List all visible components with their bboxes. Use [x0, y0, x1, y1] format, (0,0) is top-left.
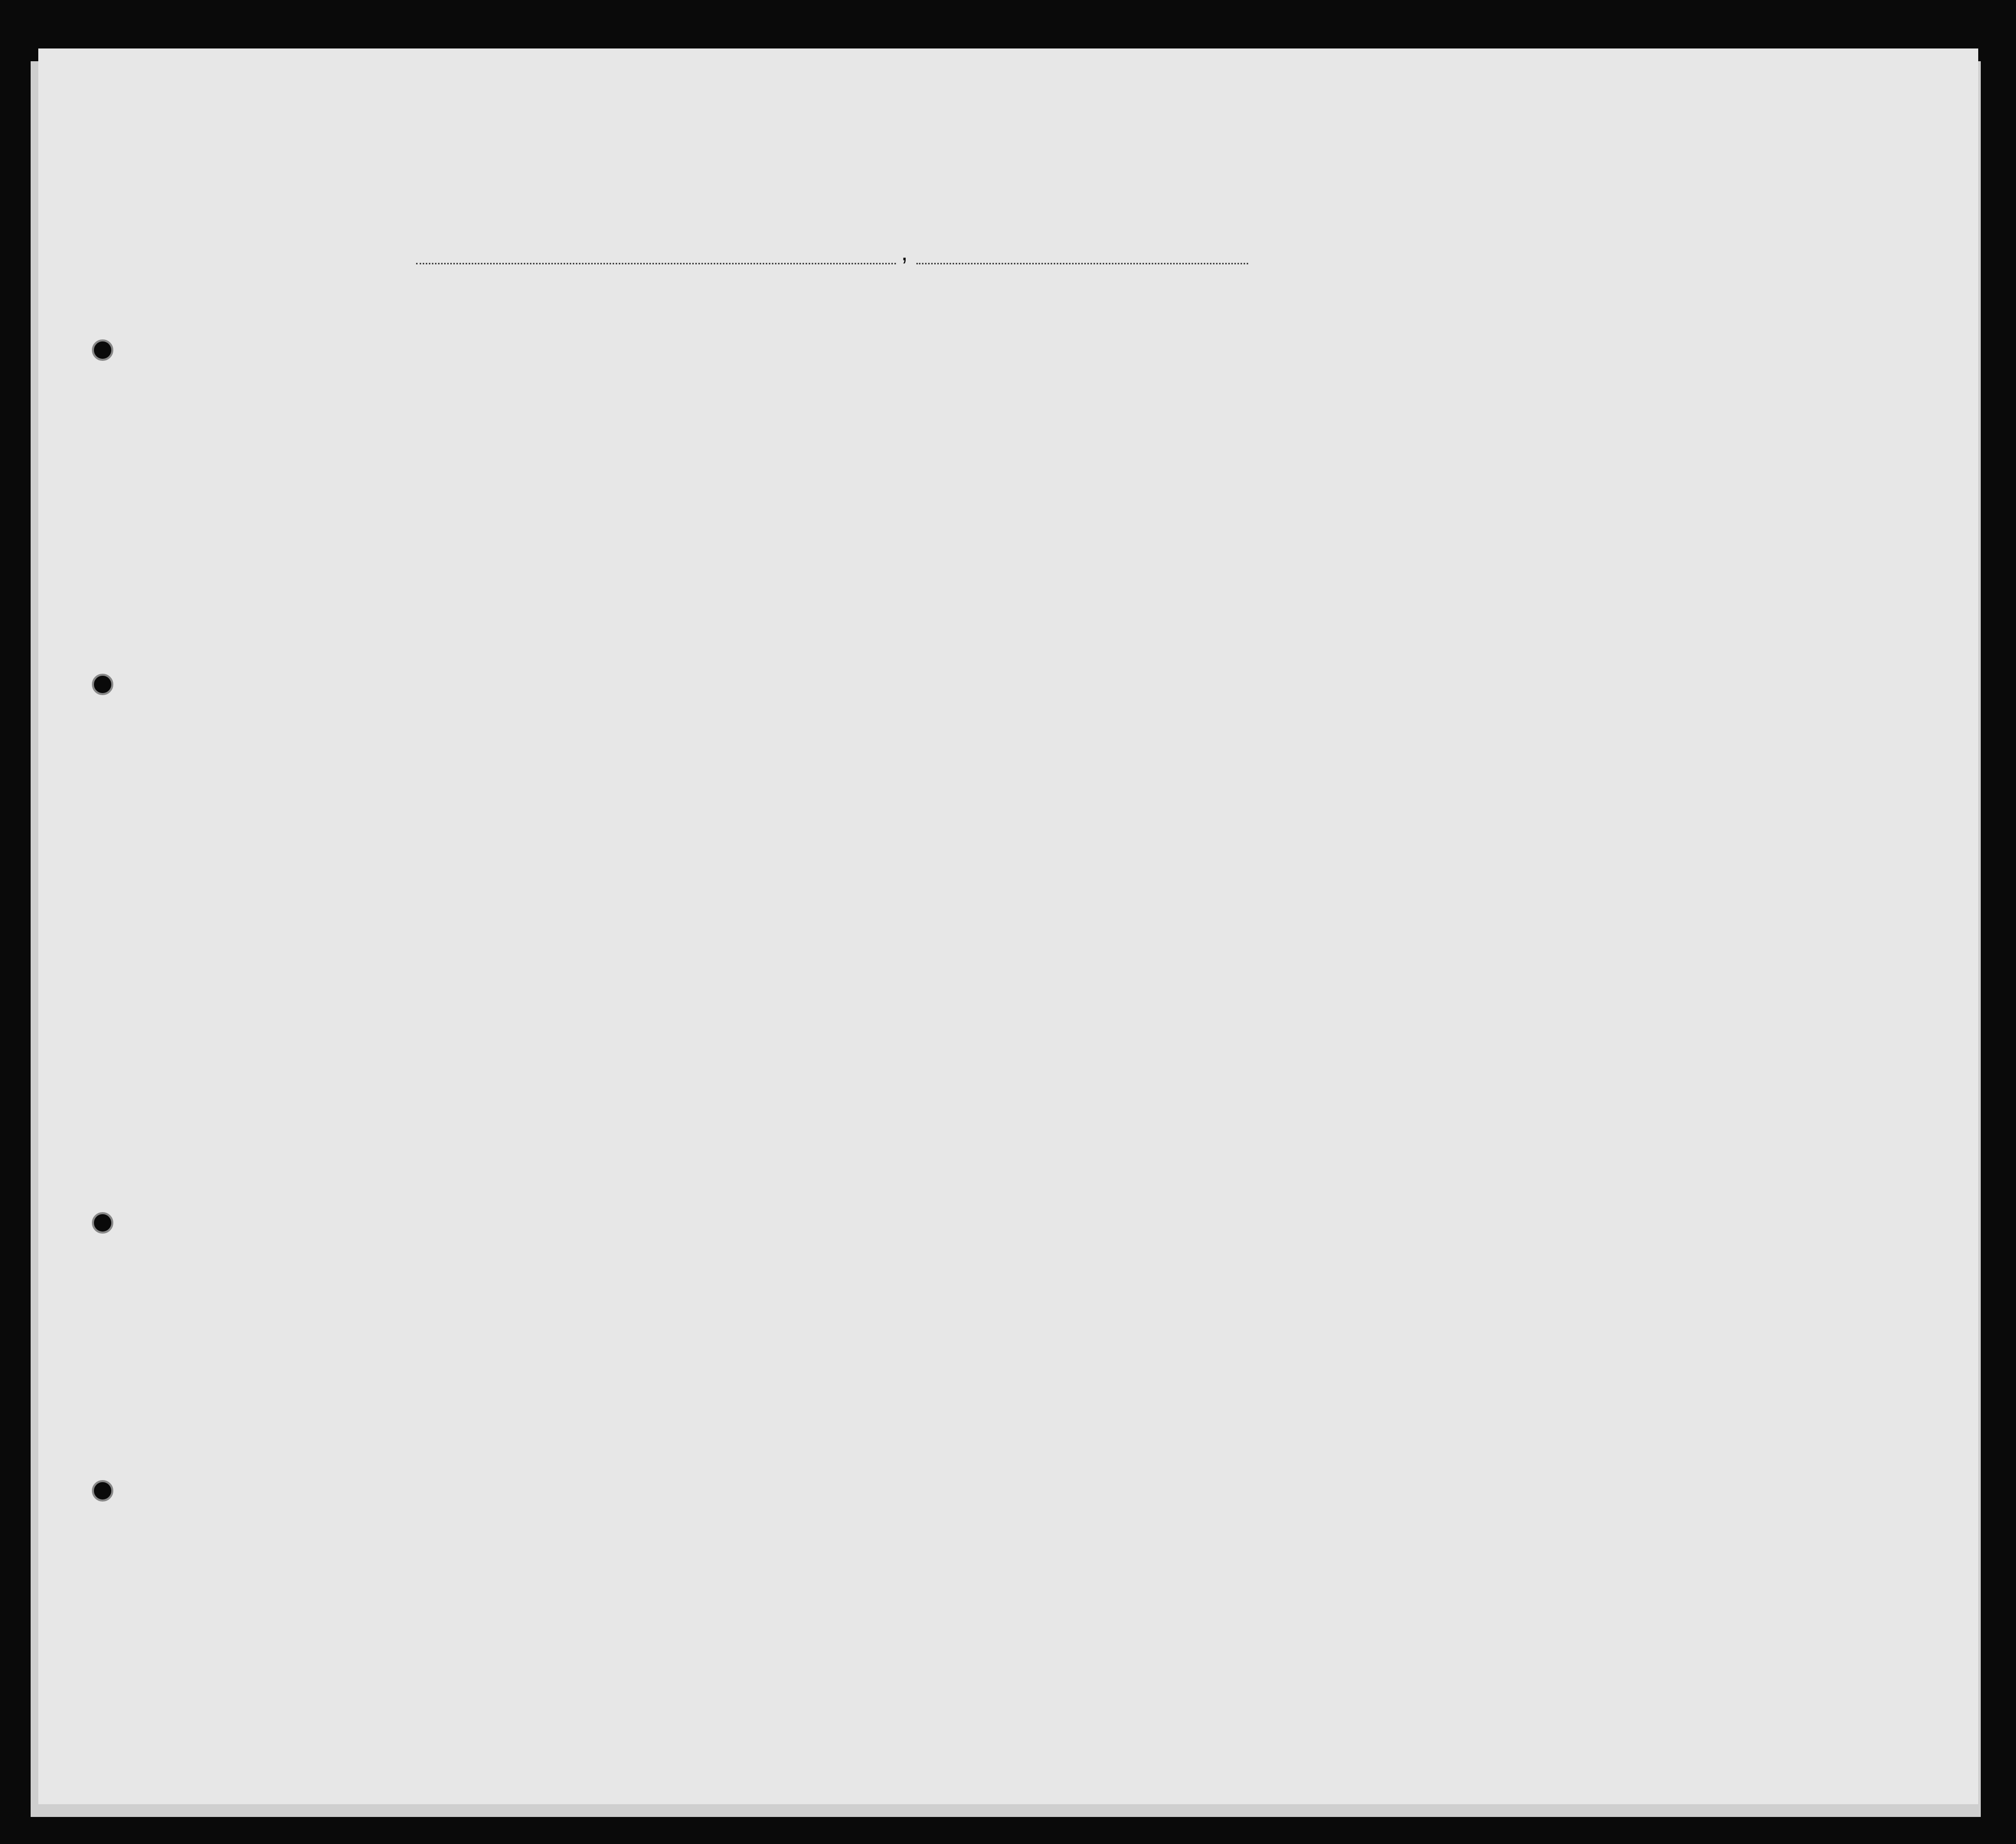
binder-hole: [92, 339, 113, 361]
comma-1: ,: [901, 239, 908, 266]
date-field: [916, 242, 1248, 264]
binder-hole: [92, 1480, 113, 1502]
binder-hole: [92, 674, 113, 695]
binder-hole: [92, 1212, 113, 1234]
manifest-page: [38, 48, 1978, 1804]
port-field: [416, 242, 896, 264]
